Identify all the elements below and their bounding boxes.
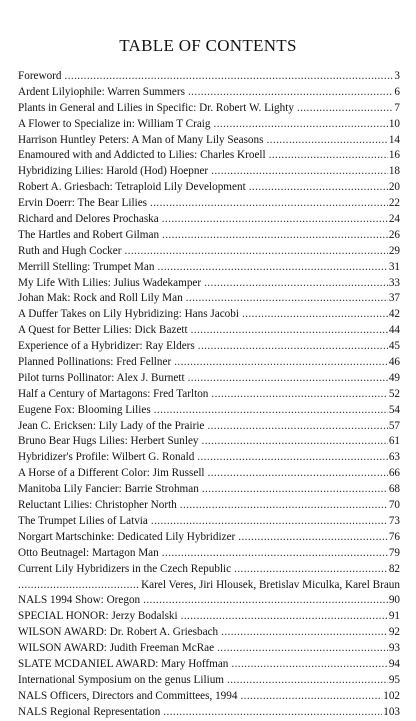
toc-entry [18, 212, 400, 228]
toc-entry [18, 101, 400, 117]
toc-entry-page: 57 [388, 419, 400, 432]
toc-entry [18, 85, 400, 101]
toc-entry-page: 42 [388, 308, 400, 321]
dot-leader [208, 466, 388, 482]
page-title: TABLE OF CONTENTS [119, 36, 297, 55]
toc-entry-page: 92 [388, 626, 400, 639]
toc-entry-title: Pilot turns Pollinator: Alex J. Burnett [18, 371, 185, 384]
dot-leader [186, 291, 388, 307]
toc-entry-title: Richard and Delores Prochaska [18, 213, 159, 226]
toc-entry-title: WILSON AWARD: Judith Freeman McRae [18, 642, 215, 655]
toc-entry [18, 530, 400, 546]
dot-leader [191, 323, 388, 339]
dot-leader [221, 625, 388, 641]
toc-entry [18, 657, 400, 673]
toc-entry-page: 82 [388, 562, 400, 575]
toc-entry [18, 450, 400, 466]
toc-entry-page: 68 [388, 483, 400, 496]
toc-entry-page: 31 [388, 260, 400, 273]
toc-entry [18, 148, 400, 164]
toc-entry-page: 90 [388, 594, 400, 607]
toc-entry-page: 103 [383, 705, 400, 718]
dot-leader [163, 705, 382, 721]
toc-entry-title: Current Lily Hybridizers in the Czech Republic [18, 562, 232, 575]
toc-entry-page: 7 [394, 101, 400, 114]
dot-leader [240, 689, 382, 705]
toc-entry-page: 45 [388, 340, 400, 353]
toc-entry [18, 498, 400, 514]
toc-entry [18, 562, 400, 578]
toc-entry [18, 196, 400, 212]
toc-entry-title: A Flower to Specialize in: William T Craig [18, 117, 211, 130]
toc-entry [18, 514, 400, 530]
toc-entry [18, 419, 400, 435]
dot-leader [197, 450, 388, 466]
toc-entry [18, 593, 400, 609]
toc-entry-page: 73 [388, 514, 400, 527]
toc-entry-title: Bruno Bear Hugs Lilies: Herbert Sunley [18, 435, 199, 448]
dot-leader [249, 180, 388, 196]
toc-entry [18, 434, 400, 450]
toc-entry-title: Foreword [18, 70, 62, 82]
toc-entry-title: A Horse of a Different Color: Jim Russell [18, 467, 205, 480]
dot-leader [65, 69, 394, 85]
toc-entry-title: A Duffer Takes on Lily Hybridizing: Hans Jacobi [18, 308, 239, 321]
toc-entry-page: 94 [388, 657, 400, 670]
toc-entry [18, 482, 400, 498]
dot-leader [174, 355, 388, 371]
toc-entry-title: The Trumpet Lilies of Latvia [18, 514, 148, 527]
dot-leader [204, 276, 388, 292]
dot-leader [154, 403, 388, 419]
toc-entry-title: Planned Pollinations: Fred Fellner [18, 356, 172, 369]
dot-leader [207, 419, 387, 435]
toc-entry-continuation: Karel Veres, Jiri Hlousek, Bretislav Miculka, Karel Braun [141, 578, 400, 591]
toc-entry-title: Half a Century of Martagons: Fred Tarlton [18, 387, 209, 400]
dot-leader [162, 546, 388, 562]
toc-entry-title: Plants in General and Lilies in Specific: Dr. Robert W. Lighty [18, 101, 294, 114]
toc-entry-page: 66 [388, 467, 400, 480]
toc-entry-page: 33 [388, 276, 400, 289]
toc-entry-page: 18 [388, 165, 400, 178]
toc-entry [18, 323, 400, 339]
toc-entry [18, 164, 400, 180]
toc-entry-title: NALS Regional Representation [18, 705, 161, 718]
toc-entry [18, 546, 400, 562]
dot-leader [162, 212, 388, 228]
toc-entry-page: 16 [388, 149, 400, 162]
dot-leader [242, 307, 388, 323]
toc-entry [18, 69, 400, 85]
toc-entry-page: 91 [388, 610, 400, 623]
toc-entry-title: Norgart Martschinke: Dedicated Lily Hybridizer [18, 530, 236, 543]
toc-entry-title: NALS Officers, Directors and Committees, 1994 [18, 689, 238, 702]
toc-entry [18, 307, 400, 323]
toc-entry-title: SPECIAL HONOR: Jerzy Bodalski [18, 610, 178, 623]
toc-entry-title: Hybridizer's Profile: Wilbert G. Ronald [18, 451, 195, 464]
toc-entry-page: 37 [388, 292, 400, 305]
toc-entry-title: Robert A. Griesbach: Tetraploid Lily Development [18, 181, 246, 194]
toc-entry-title: Hybridizing Lilies: Harold (Hod) Hoepner [18, 165, 209, 178]
dot-leader [214, 117, 388, 133]
toc-entry-title: My Life With Lilies: Julius Wadekamper [18, 276, 202, 289]
toc-entry-title: NALS 1994 Show: Oregon [18, 594, 141, 607]
dot-leader [143, 593, 388, 609]
toc-entry-page: 102 [383, 689, 400, 702]
toc-entry [18, 609, 400, 625]
toc-entry [18, 403, 400, 419]
toc-entry-title: Ervin Doerr: The Bear Lilies [18, 197, 148, 210]
toc-entry-page: 10 [388, 117, 400, 130]
dot-leader [18, 578, 140, 594]
toc-entry-page: 63 [388, 451, 400, 464]
toc-entry-page: 61 [388, 435, 400, 448]
toc-entry-page: 6 [394, 85, 400, 98]
toc-entry [18, 371, 400, 387]
toc-entry-page: 52 [388, 387, 400, 400]
toc-entry-page: 20 [388, 181, 400, 194]
toc-entry [18, 625, 400, 641]
toc-entry-page: 46 [388, 356, 400, 369]
toc-entry-title: WILSON AWARD: Dr. Robert A. Griesbach [18, 626, 219, 639]
dot-leader [157, 260, 387, 276]
toc-entry-page: 70 [388, 499, 400, 512]
toc-entry-page: 95 [388, 673, 400, 686]
dot-leader [180, 498, 388, 514]
toc-entry-title: Enamoured with and Addicted to Lilies: Charles Kroell [18, 149, 266, 162]
dot-leader [227, 673, 388, 689]
toc-entry-title: Reluctant Lilies: Christopher North [18, 499, 177, 512]
dot-leader [217, 641, 388, 657]
toc-entry [18, 339, 400, 355]
toc-entry [18, 705, 400, 721]
toc-entry [18, 355, 400, 371]
toc-entry-title: Ardent Lilyiophile: Warren Summers [18, 85, 185, 98]
toc-entry [18, 228, 400, 244]
toc-entry-page: 22 [388, 197, 400, 210]
toc-entry-page: 79 [388, 546, 400, 559]
dot-leader [269, 148, 388, 164]
toc-entry [18, 466, 400, 482]
dot-leader [202, 482, 388, 498]
dot-leader [198, 339, 388, 355]
toc-entry [18, 689, 400, 705]
dot-leader [211, 164, 388, 180]
toc-entry [18, 133, 400, 149]
toc-entry-page: 14 [388, 133, 400, 146]
toc-entry-title: A Quest for Better Lilies: Dick Bazett [18, 324, 188, 337]
toc-entry [18, 641, 400, 657]
toc-entry [18, 291, 400, 307]
dot-leader [202, 434, 388, 450]
toc-entry-title: Merrill Stelling: Trumpet Man [18, 260, 155, 273]
toc-entry-title: Manitoba Lily Fancier: Barrie Strohman [18, 483, 199, 496]
toc-entry-page: 3 [394, 70, 400, 82]
table-of-contents [18, 69, 400, 721]
dot-leader [151, 514, 388, 530]
dot-leader [124, 244, 387, 260]
toc-entry-title: Otto Beutnagel: Martagon Man [18, 546, 159, 559]
dot-leader [150, 196, 388, 212]
dot-leader [181, 609, 388, 625]
toc-entry-page: 93 [388, 642, 400, 655]
dot-leader [188, 371, 388, 387]
toc-entry-title: Johan Mak: Rock and Roll Lily Man [18, 292, 183, 305]
toc-entry-page: 49 [388, 371, 400, 384]
toc-entry-page: 54 [388, 403, 400, 416]
toc-entry-title: Experience of a Hybridizer: Ray Elders [18, 340, 195, 353]
dot-leader [234, 562, 388, 578]
toc-entry-page: 26 [388, 228, 400, 241]
toc-entry [18, 578, 400, 594]
dot-leader [238, 530, 388, 546]
toc-entry [18, 180, 400, 196]
dot-leader [211, 387, 387, 403]
toc-entry [18, 260, 400, 276]
toc-entry [18, 673, 400, 689]
toc-entry-title: Jean C. Ericksen: Lily Lady of the Prairie [18, 419, 205, 432]
dot-leader [266, 133, 387, 149]
dot-leader [188, 85, 393, 101]
toc-entry-title: Eugene Fox: Blooming Lilies [18, 403, 151, 416]
toc-entry [18, 244, 400, 260]
toc-entry-title: Harrison Huntley Peters: A Man of Many Lily Seasons [18, 133, 264, 146]
toc-entry [18, 276, 400, 292]
toc-entry-page: 44 [388, 324, 400, 337]
toc-entry-title: SLATE MCDANIEL AWARD: Mary Hoffman [18, 657, 229, 670]
toc-entry-page: 29 [388, 244, 400, 257]
toc-entry [18, 117, 400, 133]
toc-entry-page: 24 [388, 213, 400, 226]
dot-leader [297, 101, 393, 117]
toc-entry [18, 387, 400, 403]
toc-entry-page: 76 [388, 530, 400, 543]
toc-entry-title: The Hartles and Robert Gilman [18, 228, 160, 241]
dot-leader [231, 657, 387, 673]
toc-entry-title: Ruth and Hugh Cocker [18, 244, 122, 257]
dot-leader [162, 228, 388, 244]
toc-entry-title: International Symposium on the genus Lilium [18, 673, 225, 686]
